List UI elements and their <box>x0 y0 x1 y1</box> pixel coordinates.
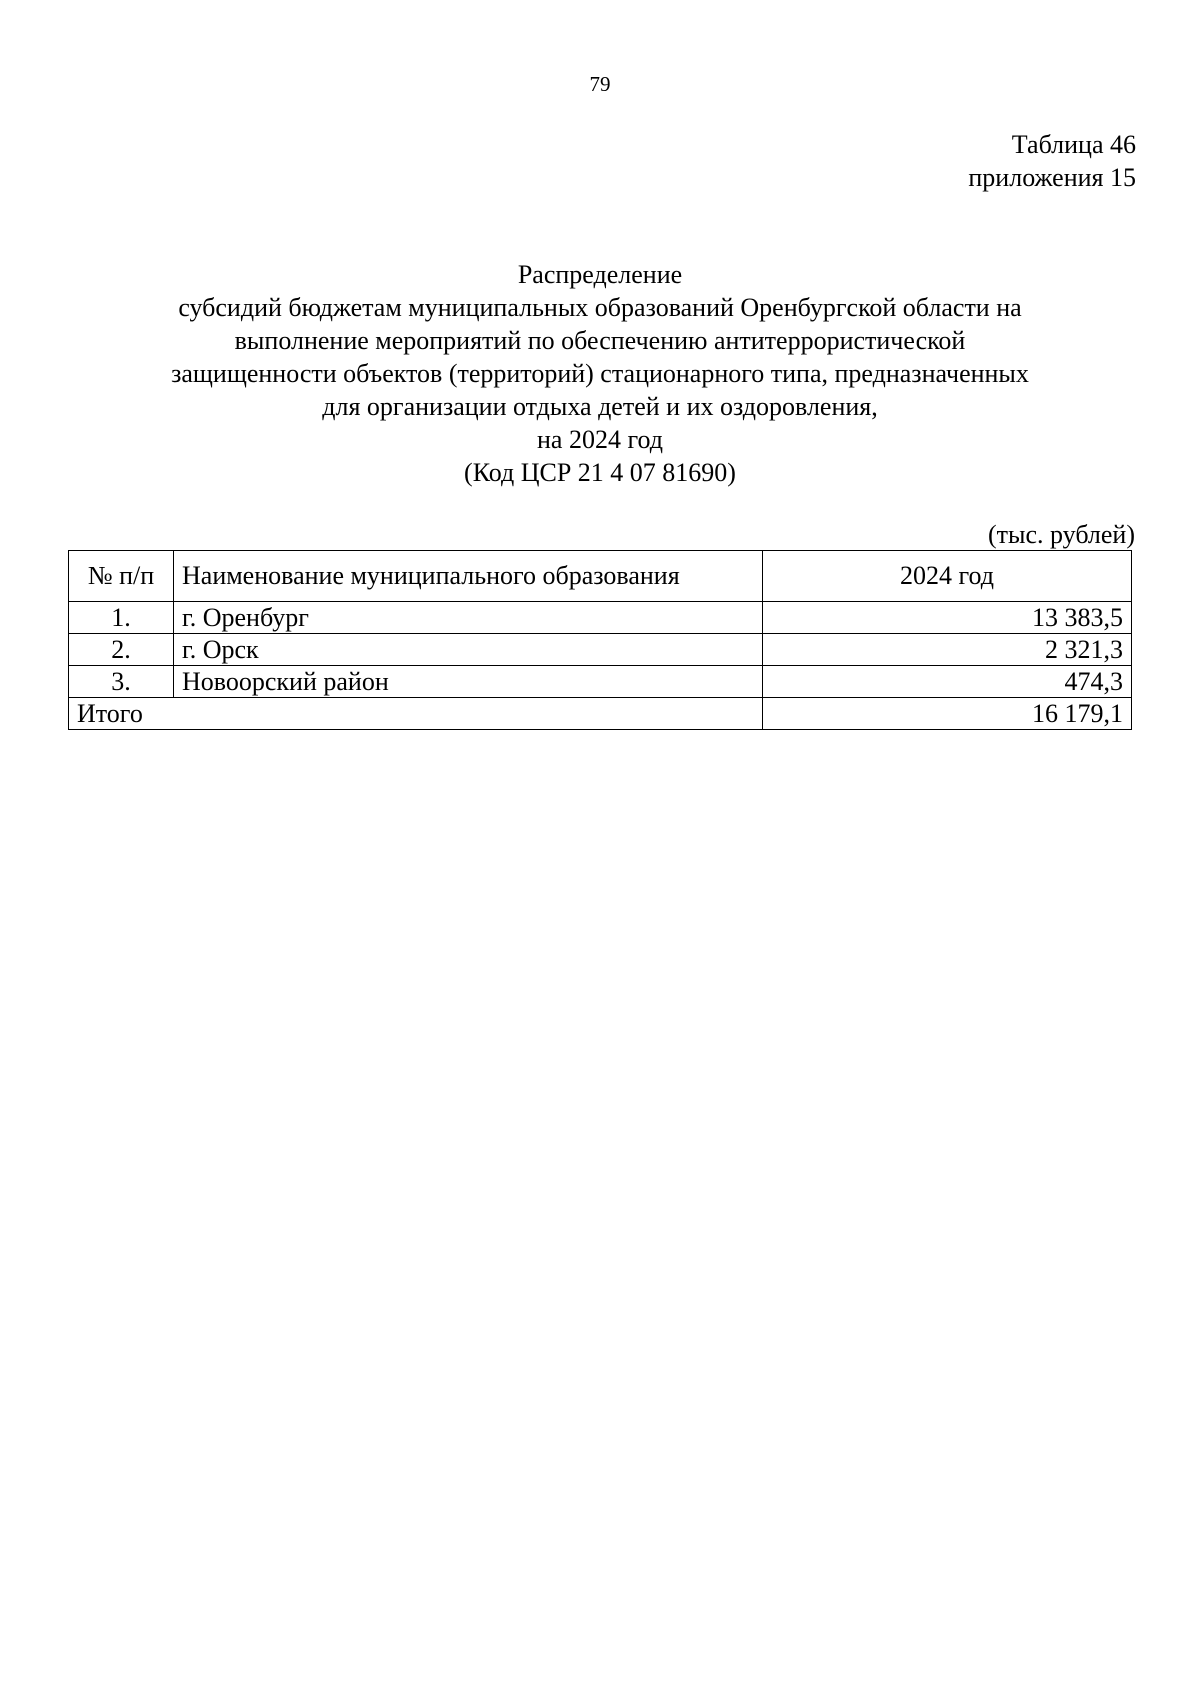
page-number: 79 <box>589 72 611 96</box>
row-num: 1. <box>69 602 174 634</box>
distribution-table <box>68 550 1132 730</box>
row-name: Новоорский район <box>174 666 763 698</box>
table-row <box>69 634 1132 666</box>
heading-line-4: защищенности объектов (территорий) стационарного типа, предназначенных <box>171 359 1029 388</box>
row-value: 13 383,5 <box>763 602 1132 634</box>
row-name: г. Орск <box>174 634 763 666</box>
document-heading <box>60 258 1140 489</box>
heading-line-3: выполнение мероприятий по обеспечению антитеррористической <box>234 326 966 355</box>
table-reference <box>968 128 1136 194</box>
table-row <box>69 602 1132 634</box>
heading-line-1: Распределение <box>517 260 683 289</box>
heading-line-2: субсидий бюджетам муниципальных образований Оренбургской области на <box>178 293 1022 322</box>
heading-line-6: на 2024 год <box>537 425 663 454</box>
row-value: 2 321,3 <box>763 634 1132 666</box>
appendix-number: приложения 15 <box>968 163 1136 192</box>
row-value: 474,3 <box>763 666 1132 698</box>
table-header-row <box>69 551 1132 602</box>
heading-line-7: (Код ЦСР 21 4 07 81690) <box>464 458 736 487</box>
units-label: (тыс. рублей) <box>987 520 1135 549</box>
header-num: № п/п <box>69 551 174 602</box>
total-label: Итого <box>69 698 763 730</box>
header-name: Наименование муниципального образования <box>174 551 763 602</box>
row-name: г. Оренбург <box>174 602 763 634</box>
heading-line-5: для организации отдыха детей и их оздоровления, <box>322 392 878 421</box>
table-total-row <box>69 698 1132 730</box>
row-num: 2. <box>69 634 174 666</box>
total-value: 16 179,1 <box>763 698 1132 730</box>
row-num: 3. <box>69 666 174 698</box>
header-value: 2024 год <box>763 551 1132 602</box>
table-number: Таблица 46 <box>1011 130 1136 159</box>
table-row <box>69 666 1132 698</box>
